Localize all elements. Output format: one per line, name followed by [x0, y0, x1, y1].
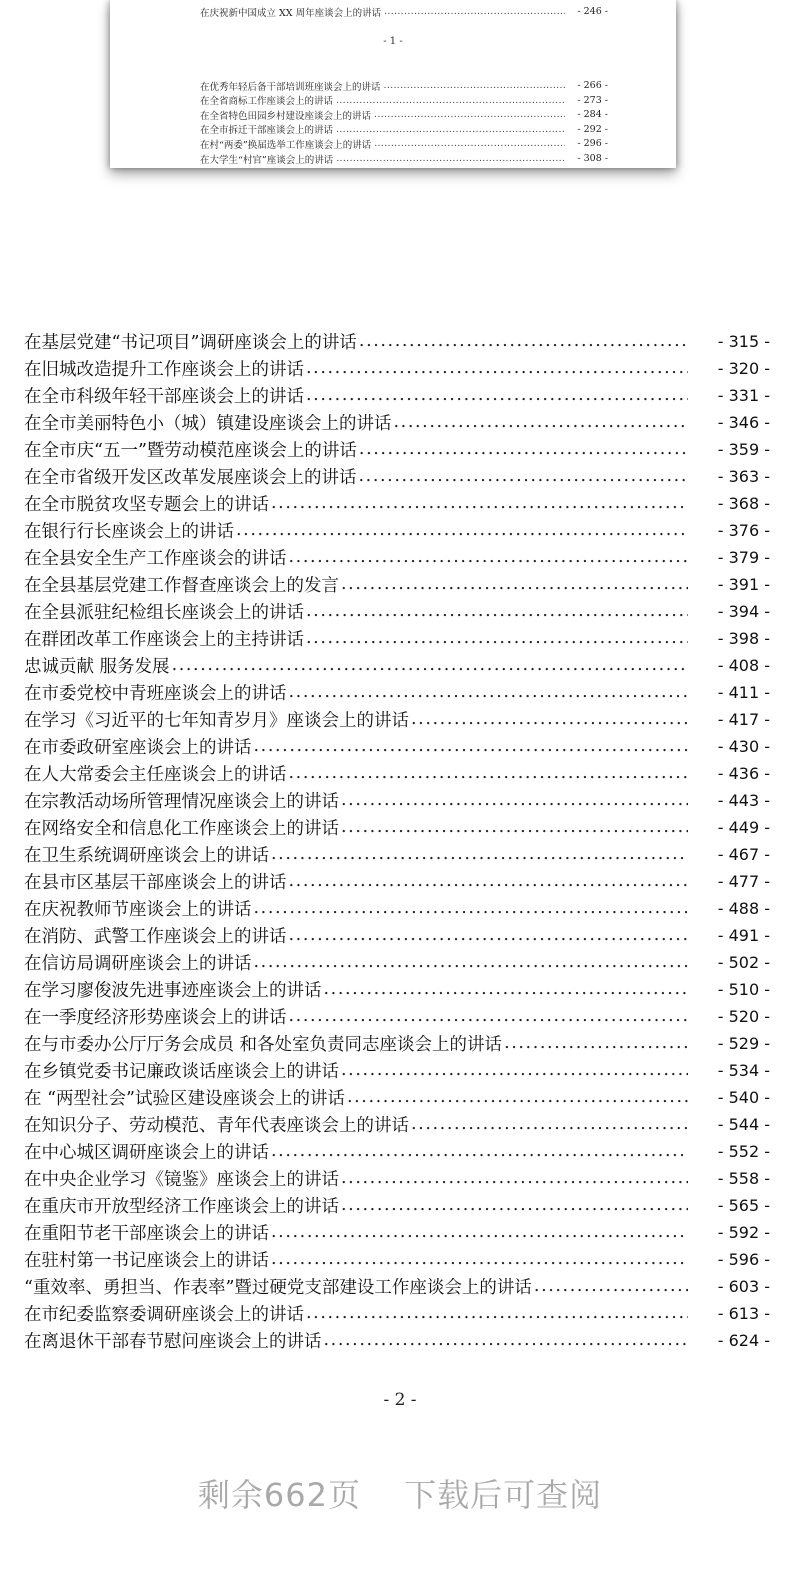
toc-entry[interactable] [200, 108, 608, 121]
toc-entry[interactable] [200, 79, 608, 92]
toc-entry-page: - 308 - [577, 153, 608, 164]
toc-entry-page: - 398 - [717, 628, 770, 648]
toc-leader-dots [254, 736, 689, 756]
toc-entry-title: 在全市庆“五一”暨劳动模范座谈会上的讲话 [24, 440, 357, 461]
toc-entry[interactable] [24, 679, 770, 705]
toc-leader-dots [359, 439, 688, 459]
toc-entry-page: - 411 - [717, 682, 770, 702]
toc-entry-page: - 363 - [717, 466, 770, 486]
toc-entry-title: 在 “两型社会”试验区建设座谈会上的讲话 [24, 1088, 345, 1109]
toc-entry-title: 在全市脱贫攻坚专题会上的讲话 [24, 494, 269, 515]
toc-leader-dots [306, 1303, 688, 1323]
toc-entry-title: 在信访局调研座谈会上的讲话 [24, 953, 252, 974]
toc-entry-page: - 596 - [717, 1249, 770, 1269]
toc-entry[interactable] [200, 5, 608, 18]
toc-entry-page: - 603 - [717, 1276, 770, 1296]
download-prompt[interactable] [0, 1470, 800, 1516]
toc-entry[interactable] [24, 1192, 770, 1218]
toc-entry[interactable] [24, 1138, 770, 1164]
page-number: - 2 - [383, 1390, 417, 1410]
toc-entry[interactable] [200, 94, 608, 107]
toc-entry[interactable] [24, 868, 770, 894]
toc-leader-dots [534, 1276, 688, 1296]
toc-entry-title: 在市委政研室座谈会上的讲话 [24, 737, 252, 758]
toc-leader-dots [347, 1087, 688, 1107]
toc-leader-dots [341, 574, 688, 594]
toc-leader-dots [289, 763, 689, 783]
toc-entry-title: 在市委党校中青班座谈会上的讲话 [24, 683, 287, 704]
toc-entry-title: 在重阳节老干部座谈会上的讲话 [24, 1223, 269, 1244]
toc-leader-dots [359, 466, 689, 486]
toc-entry-title: 在学习《习近平的七年知青岁月》座谈会上的讲话 [24, 710, 409, 731]
toc-leader-dots [289, 871, 689, 891]
toc-entry-title: 在宗教活动场所管理情况座谈会上的讲话 [24, 791, 339, 812]
toc-entry-page: - 534 - [717, 1060, 770, 1080]
toc-entry-page: - 592 - [717, 1222, 770, 1242]
toc-entry[interactable] [24, 517, 770, 543]
toc-entry-title: 在中心城区调研座谈会上的讲话 [24, 1142, 269, 1163]
toc-entry[interactable] [24, 706, 770, 732]
toc-leader-dots [289, 1006, 689, 1026]
toc-entry-title: 在全市省级开发区改革发展座谈会上的讲话 [24, 467, 357, 488]
toc-entry[interactable] [24, 571, 770, 597]
cut-off-line [200, 0, 560, 4]
toc-entry-page: - 491 - [717, 925, 770, 945]
toc-entry-page: - 379 - [717, 547, 770, 567]
toc-entry-title: 在银行行长座谈会上的讲话 [24, 521, 234, 542]
toc-entry-page: - 296 - [577, 138, 608, 150]
toc-entry[interactable] [24, 733, 770, 759]
toc-leader-dots [254, 898, 689, 918]
toc-entry-page: - 477 - [717, 871, 770, 891]
toc-leader-dots [411, 1114, 688, 1134]
toc-entry-title: 在中央企业学习《镜鉴》座谈会上的讲话 [24, 1169, 339, 1190]
toc-leader-dots [504, 1033, 688, 1053]
toc-leader-dots [289, 682, 689, 702]
toc-entry[interactable] [200, 123, 608, 136]
toc-leader-dots [306, 601, 688, 621]
toc-entry[interactable] [24, 463, 770, 489]
toc-leader-dots [384, 80, 565, 91]
toc-entry-page: - 488 - [717, 898, 770, 918]
toc-leader-dots [411, 709, 688, 729]
toc-entry-title: 在县市区基层干部座谈会上的讲话 [24, 872, 287, 893]
toc-entry-page: - 558 - [717, 1168, 770, 1188]
toc-entry[interactable] [24, 1030, 770, 1056]
toc-leader-dots [306, 358, 688, 378]
toc-entry-page: - 394 - [717, 601, 770, 621]
toc-entry-title: 在与市委办公厅厅务会成员 和各处室负责同志座谈会上的讲话 [24, 1034, 503, 1055]
toc-entry[interactable] [24, 490, 770, 516]
toc-entry[interactable] [24, 949, 770, 975]
toc-entry-page: - 624 - [717, 1330, 770, 1350]
toc-entry-page: - 292 - [577, 123, 608, 135]
toc-entry[interactable] [24, 625, 770, 651]
toc-leader-dots [271, 1141, 688, 1161]
toc-leader-dots [172, 655, 688, 675]
toc-leader-dots [341, 1060, 688, 1080]
toc-entry[interactable] [24, 760, 770, 786]
toc-leader-dots [341, 790, 688, 810]
toc-entry-page: - 391 - [717, 574, 770, 594]
toc-entry-page: - 273 - [577, 94, 608, 106]
toc-entry-title: 在旧城改造提升工作座谈会上的讲话 [24, 359, 304, 380]
toc-entry-page: - 502 - [717, 952, 770, 972]
toc-entry-page: - 284 - [577, 109, 608, 121]
toc-entry-page: - 346 - [717, 412, 770, 432]
toc-entry-title: 在消防、武警工作座谈会上的讲话 [24, 926, 287, 947]
toc-entry[interactable] [24, 1246, 770, 1272]
toc-leader-dots [236, 520, 688, 540]
toc-entry[interactable] [24, 922, 770, 948]
toc-entry-title: 在网络安全和信息化工作座谈会上的讲话 [24, 818, 339, 839]
toc-entry-title: 在一季度经济形势座谈会上的讲话 [24, 1007, 287, 1028]
toc-leader-dots [336, 124, 565, 135]
toc-entry[interactable] [24, 895, 770, 921]
toc-entry[interactable] [24, 652, 770, 678]
toc-entry-title: 在学习廖俊波先进事迹座谈会上的讲话 [24, 980, 322, 1001]
toc-entry[interactable] [24, 841, 770, 867]
toc-entry-title: 在全县安全生产工作座谈会的讲话 [24, 548, 287, 569]
toc-entry-page: - 565 - [717, 1195, 770, 1215]
toc-entry[interactable] [200, 152, 608, 165]
toc-leader-dots [271, 844, 688, 864]
toc-entry-title: 在离退休干部春节慰问座谈会上的讲话 [24, 1331, 322, 1352]
toc-entry-title: 在庆祝新中国成立 XX 周年座谈会上的讲话 [200, 7, 382, 19]
remaining-pages-text: 剩余662页 [197, 1476, 361, 1514]
toc-entry-page: - 408 - [717, 655, 770, 675]
toc-entry-title: 在村“两委”换届选举工作座谈会上的讲话 [200, 139, 372, 151]
toc-entry[interactable] [24, 1057, 770, 1083]
toc-leader-dots [336, 95, 565, 106]
toc-entry[interactable] [24, 814, 770, 840]
toc-entry-page: - 266 - [577, 80, 608, 91]
toc-entry[interactable] [24, 436, 770, 462]
toc-entry-page: - 315 - [717, 331, 770, 351]
toc-entry-title: 在群团改革工作座谈会上的主持讲话 [24, 629, 304, 650]
toc-entry-page: - 510 - [717, 979, 770, 999]
toc-leader-dots [374, 109, 565, 120]
toc-entry-page: - 417 - [717, 709, 770, 729]
toc-entry-title: 在乡镇党委书记廉政谈话座谈会上的讲话 [24, 1061, 339, 1082]
toc-leader-dots [374, 138, 565, 149]
toc-entry-page: - 359 - [717, 439, 770, 459]
toc-entry-page: - 467 - [717, 844, 770, 864]
toc-leader-dots [271, 1222, 688, 1242]
toc-entry-page: - 331 - [717, 385, 770, 405]
toc-leader-dots [289, 547, 689, 567]
toc-entry[interactable] [24, 1219, 770, 1245]
toc-entry[interactable] [24, 1327, 770, 1353]
toc-leader-dots [341, 1195, 688, 1215]
toc-entry-title: 在全市科级年轻干部座谈会上的讲话 [24, 386, 304, 407]
toc-entry-title: 在全市美丽特色小（城）镇建设座谈会上的讲话 [24, 413, 392, 434]
toc-entry[interactable] [24, 787, 770, 813]
toc-entry[interactable] [24, 1003, 770, 1029]
toc-entry-page: - 430 - [717, 736, 770, 756]
toc-entry[interactable] [24, 1165, 770, 1191]
toc-entry-title: 在全省特色田园乡村建设座谈会上的讲话 [200, 110, 372, 122]
toc-leader-dots [394, 412, 689, 432]
preview-page-number: - 1 - [383, 36, 403, 47]
toc-entry-title: 在全县基层党建工作督查座谈会上的发言 [24, 575, 339, 596]
toc-entry-page: - 320 - [717, 358, 770, 378]
toc-entry-page: - 368 - [717, 493, 770, 513]
toc-leader-dots [324, 979, 689, 999]
toc-entry-title: 在市纪委监察委调研座谈会上的讲话 [24, 1304, 304, 1325]
toc-leader-dots [324, 1330, 689, 1350]
toc-entry-page: - 443 - [717, 790, 770, 810]
toc-entry[interactable] [200, 137, 608, 150]
toc-entry[interactable] [24, 544, 770, 570]
toc-entry-title: 在大学生“村官”座谈会上的讲话 [200, 154, 334, 166]
toc-leader-dots [341, 817, 688, 837]
toc-leader-dots [271, 1249, 688, 1269]
toc-entry-page: - 613 - [717, 1303, 770, 1323]
toc-entry-page: - 540 - [717, 1087, 770, 1107]
toc-leader-dots [384, 6, 565, 17]
toc-entry[interactable] [24, 1300, 770, 1326]
toc-leader-dots [336, 153, 565, 164]
toc-entry[interactable] [24, 355, 770, 381]
toc-entry-page: - 376 - [717, 520, 770, 540]
toc-entry[interactable] [24, 328, 770, 354]
toc-entry-page: - 544 - [717, 1114, 770, 1134]
toc-entry-page: - 449 - [717, 817, 770, 837]
toc-entry-title: 在庆祝教师节座谈会上的讲话 [24, 899, 252, 920]
toc-entry-page: - 246 - [577, 6, 608, 17]
toc-entry-title: 忠诚贡献 服务发展 [24, 656, 170, 677]
toc-entry[interactable] [24, 382, 770, 408]
toc-entry[interactable] [24, 409, 770, 435]
toc-leader-dots [306, 628, 688, 648]
toc-entry[interactable] [24, 976, 770, 1002]
toc-entry[interactable] [24, 598, 770, 624]
toc-leader-dots [254, 952, 689, 972]
download-to-view-text: 下载后可查阅 [404, 1476, 603, 1514]
toc-entry-page: - 552 - [717, 1141, 770, 1161]
toc-entry-title: 在人大常委会主任座谈会上的讲话 [24, 764, 287, 785]
toc-entry-title: 在知识分子、劳动模范、青年代表座谈会上的讲话 [24, 1115, 409, 1136]
toc-entry[interactable] [24, 1084, 770, 1110]
toc-entry-page: - 520 - [717, 1006, 770, 1026]
toc-leader-dots [359, 331, 688, 351]
toc-entry[interactable] [24, 1111, 770, 1137]
toc-leader-dots [306, 385, 688, 405]
toc-leader-dots [289, 925, 689, 945]
toc-entry-page: - 436 - [717, 763, 770, 783]
toc-leader-dots [341, 1168, 688, 1188]
toc-entry-title: “重效率、勇担当、作表率”暨过硬党支部建设工作座谈会上的讲话 [24, 1277, 532, 1298]
toc-entry-title: 在全市拆迁干部座谈会上的讲话 [200, 125, 334, 137]
toc-entry-title: 在卫生系统调研座谈会上的讲话 [24, 845, 269, 866]
toc-entry-title: 在优秀年轻后备干部培训班座谈会上的讲话 [200, 81, 381, 93]
toc-entry-title: 在基层党建“书记项目”调研座谈会上的讲话 [24, 332, 357, 353]
toc-entry[interactable] [24, 1273, 770, 1299]
toc-entry-title: 在全省商标工作座谈会上的讲话 [200, 96, 334, 108]
toc-entry-title: 在重庆市开放型经济工作座谈会上的讲话 [24, 1196, 339, 1217]
toc-entry-page: - 529 - [717, 1033, 770, 1053]
toc-entry-title: 在驻村第一书记座谈会上的讲话 [24, 1250, 269, 1271]
toc-entry-title: 在全县派驻纪检组长座谈会上的讲话 [24, 602, 304, 623]
toc-leader-dots [271, 493, 688, 513]
previous-page-preview [110, 0, 676, 168]
